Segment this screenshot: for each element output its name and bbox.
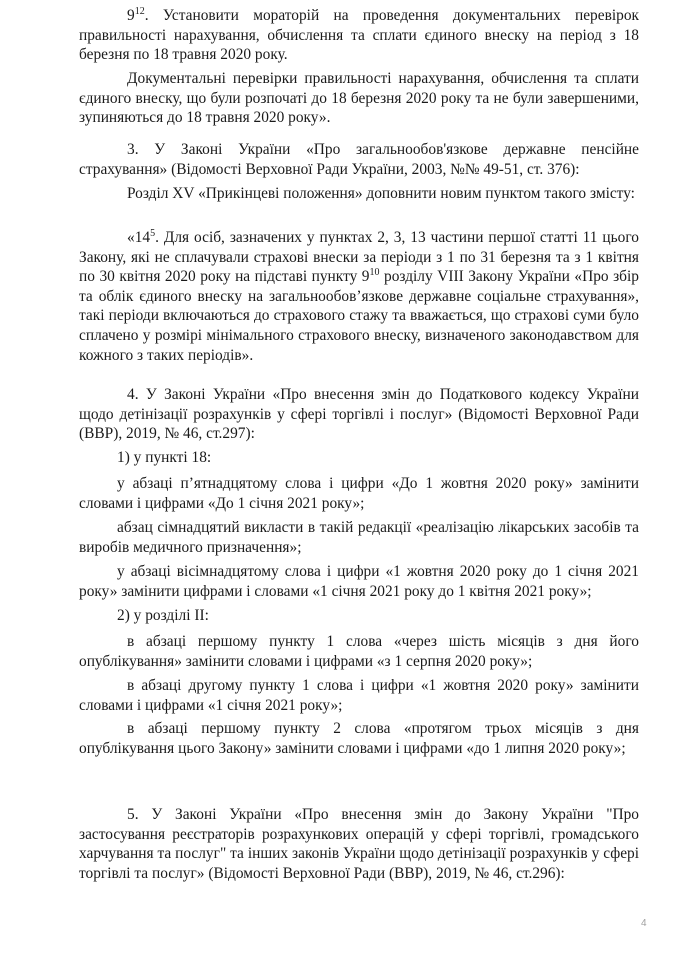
paragraph-text: 4. У Законі України «Про внесення змін до Податкового кодексу України щодо детінізації розрахунків у сфері торгівлі і послуг» (Відомості Верховної Ради (ВВР), 2019, № 46, ст.297): [79, 386, 639, 443]
paragraph-text: в абзаці другому пункту 1 слова і цифри «1 жовтня 2020 року» замінити словами і цифрами «1 січня 2021 року»; [79, 677, 639, 714]
paragraph-moratorium [79, 6, 639, 65]
paragraph-section-ii-p1-a2 [79, 676, 639, 715]
paragraph-text: Документальні перевірки правильності нарахування, обчислення та сплати єдиного внеску, що були розпочаті до 18 березня 2020 року та не були завершеними, зупиняються до 18 травня 2020 року». [79, 70, 639, 127]
clause-superscript: 12 [134, 5, 145, 17]
paragraph-text: розділу VIII Закону України «Про збір та облік єдиного внеску на загальнообов’язкове державне соціальне страхування», такі періоди включаються до страхового стажу та вважається, що страхові суми було сплачено у розмірі мінімального страхового внеску, визначеного законодавством для кожного з таких періодів». [79, 268, 639, 364]
paragraph-abzac-15 [79, 474, 639, 513]
paragraph-text: у абзаці вісімнадцятому слова і цифри «1 жовтня 2020 року до 1 січня 2021 року» замінити цифрами і словами «1 січня 2021 року до 1 квітня 2021 року»; [79, 563, 639, 600]
clause-number: «14 [127, 229, 151, 246]
paragraph-text: . Установити мораторій на проведення документальних перевірок правильності нарахування, обчислення та сплати єдиного внеску на період з 18 березня по 18 травня 2020 року. [79, 7, 639, 64]
paragraph-text: в абзаці першому пункту 1 слова «через шість місяців з дня його опублікування» замінити словами і цифрами «з 1 серпня 2020 року»; [79, 633, 639, 670]
paragraph-text: 5. У Законі України «Про внесення змін до Закону України "Про застосування реєстраторів розрахункових операцій у сфері торгівлі, громадського харчування та послуг" та інших законів України щодо детінізації розрахунків у сфері торгівлі та послуг» (Відомості Верховної Ради (ВВР), 2019, № 46, ст.296): [79, 806, 639, 882]
paragraph-text: Розділ XV «Прикінцеві положення» доповнити новим пунктом такого змісту: [127, 185, 635, 202]
paragraph-abzac-18 [79, 562, 639, 601]
paragraph-text: . Для осіб, зазначених у пунктах 2, 3, 13 частини першої статті 11 цього Закону, які не сплачували страхові внески за періоди з 1 по 31 березня та з 1 квітня по 30 квітня 2020 року на підставі пункту 9 [79, 229, 639, 286]
clause-number: 9 [127, 7, 135, 24]
paragraph-section-xv [79, 184, 639, 204]
paragraph-text: 3. У Законі України «Про загальнообов'язкове державне пенсійне страхування» (Відомості Верховної Ради України, 2003, №№ 49-51, ст. 376): [79, 141, 639, 178]
paragraph-text: у абзаці п’ятнадцятому слова і цифри «До 1 жовтня 2020 року» замінити словами і цифрами «До 1 січня 2021 року»; [79, 475, 639, 512]
paragraph-suspended-audits [79, 69, 639, 128]
paragraph-text: абзац сімнадцятий викласти в такій редакції «реалізацію лікарських засобів та виробів медичного призначення»; [79, 519, 639, 556]
paragraph-item-18 [79, 448, 639, 468]
paragraph-section-ii-p2-a1 [79, 719, 639, 758]
page-number: 4 [641, 918, 647, 929]
paragraph-rro-law [79, 805, 639, 883]
paragraph-section-ii-p1-a1 [79, 632, 639, 671]
paragraph-text: 1) у пункті 18: [117, 449, 212, 466]
paragraph-clause-14-5 [79, 228, 639, 365]
paragraph-text: в абзаці першому пункту 2 слова «протягом трьох місяців з дня опублікування цього Закону» замінити словами і цифрами «до 1 липня 2020 року»; [79, 720, 639, 757]
paragraph-text: 2) у розділі ІІ: [117, 607, 209, 624]
paragraph-pension-law [79, 140, 639, 179]
clause-superscript: 10 [369, 267, 380, 279]
paragraph-tax-code-law [79, 385, 639, 444]
clause-superscript: 5 [150, 227, 156, 239]
paragraph-abzac-17 [79, 518, 639, 557]
paragraph-section-ii [79, 606, 639, 626]
